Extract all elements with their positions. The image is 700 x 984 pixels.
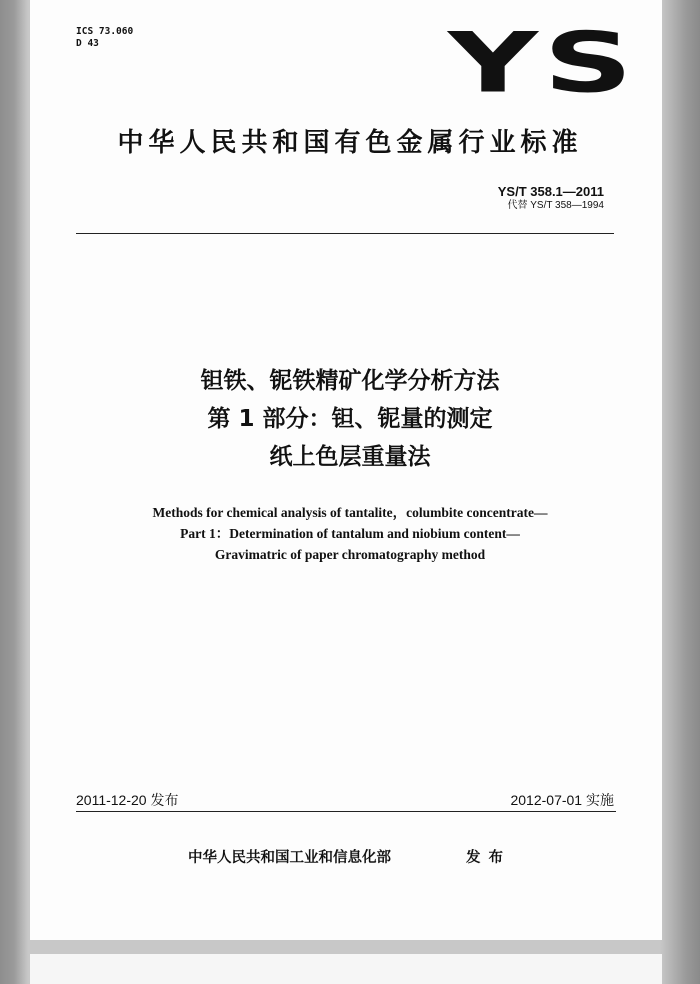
implementation-date: 2012-07-01 实施 <box>510 792 614 808</box>
issue-date: 2011-12-20 发布 <box>76 792 179 808</box>
english-title-line: Gravimatric of paper chromatography method <box>214 547 486 562</box>
issuing-authority: 中华人民共和国工业和信息化部 <box>188 850 391 866</box>
footer-divider <box>76 811 616 812</box>
ys-logo: YS <box>448 14 639 112</box>
header-divider <box>76 233 614 234</box>
standard-category-title: 中华人民共和国有色金属行业标准 <box>117 128 583 158</box>
chinese-title-line: 钽铁、铌铁精矿化学分析方法 <box>200 368 500 394</box>
standard-number: YS/T 358.1—2011 <box>497 184 604 199</box>
classification-codes <box>76 26 133 50</box>
chinese-title-line: 第 1 部分：钽、铌量的测定 <box>207 406 493 432</box>
chinese-title-line: 纸上色层重量法 <box>269 444 431 470</box>
standard-number-block <box>498 185 604 213</box>
ccs-code: D 43 <box>76 38 99 49</box>
publish-label: 发布 <box>466 850 511 866</box>
chinese-title <box>0 362 700 476</box>
replaced-standard: 代替 YS/T 358—1994 <box>507 200 604 211</box>
english-title-line: Part 1：Determination of tantalum and niobium content— <box>180 526 520 541</box>
english-title-line: Methods for chemical analysis of tantalite，columbite concentrate— <box>152 505 548 520</box>
english-title <box>0 502 700 565</box>
ics-code: ICS 73.060 <box>76 26 134 37</box>
